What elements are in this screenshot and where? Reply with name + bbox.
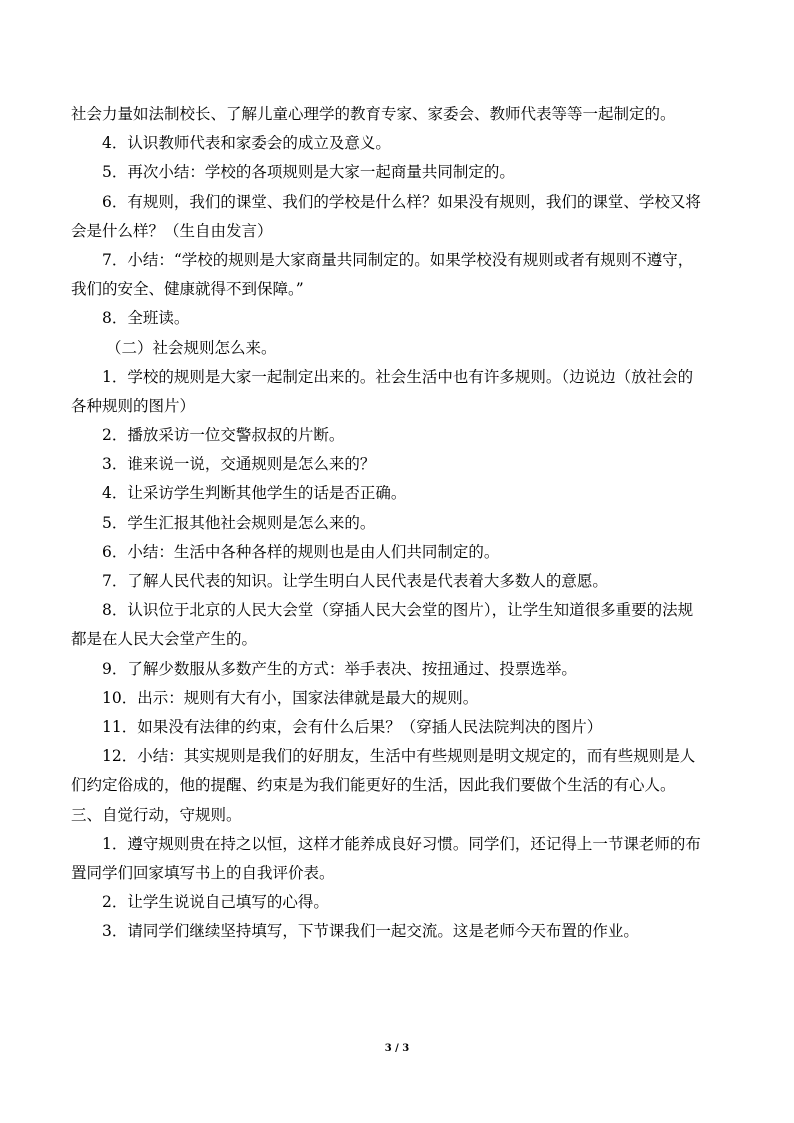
text-line: 2．播放采访一位交警叔叔的片断。: [102, 426, 345, 445]
text-line: 7．了解人民代表的知识。让学生明白人民代表是代表着大多数人的意愿。: [102, 572, 608, 590]
text-line: 3．请同学们继续坚持填写，下节课我们一起交流。这是老师今天布置的作业。: [102, 922, 639, 941]
document-body: [71, 100, 721, 946]
text-line: 4．认识教师代表和家委会的成立及意义。: [102, 134, 391, 153]
text-line: 6．小结：生活中各种各样的规则也是由人们共同制定的。: [102, 542, 500, 561]
text-line: 1．遵守规则贵在持之以恒，这样才能养成良好习惯。同学们，还记得上一节课老师的布: [102, 834, 701, 853]
text-line: 5．再次小结：学校的各项规则是大家一起商量共同制定的。: [102, 163, 515, 182]
section-heading: 三、自觉行动，守规则。: [71, 805, 242, 824]
text-line: 5．学生汇报其他社会规则是怎么来的。: [102, 513, 376, 532]
text-line: 2．让学生说说自己填写的心得。: [102, 893, 329, 912]
text-line: 置同学们回家填写书上的自我评价表。: [71, 863, 335, 882]
text-line: 1．学校的规则是大家一起制定出来的。社会生活中也有许多规则。（边说边（放社会的: [102, 367, 694, 386]
page-number: 3 / 3: [384, 1043, 410, 1054]
text-line: 11．如果没有法律的约束，会有什么后果？（穿插人民法院判决的图片）: [102, 717, 603, 736]
text-line: 我们的安全、健康就得不到保障。”: [71, 280, 304, 299]
text-line: 会是什么样？（生自由发言）: [71, 221, 273, 240]
text-line: 7．小结：“学校的规则是大家商量共同制定的。如果学校没有规则或者有规则不遵守，: [102, 250, 694, 269]
text-line: 9．了解少数服从多数产生的方式：举手表决、按扭通过、投票选举。: [102, 659, 577, 678]
text-line: 3．谁来说一说，交通规则是怎么来的？: [102, 455, 376, 474]
text-line: 12．小结：其实规则是我们的好朋友，生活中有些规则是明文规定的，而有些规则是人: [102, 747, 696, 766]
text-line: 8．全班读。: [102, 309, 190, 328]
text-line: 4．让采访学生判断其他学生的话是否正确。: [102, 484, 407, 503]
text-line: 各种规则的图片）: [71, 396, 196, 415]
text-line: 6．有规则，我们的课堂、我们的学校是什么样？如果没有规则，我们的课堂、学校又将: [102, 192, 701, 211]
text-line: 都是在人民大会堂产生的。: [71, 630, 258, 649]
text-line: 们约定俗成的，他的提醒、约束是为我们能更好的生活，因此我们要做个生活的有心人。: [71, 776, 676, 795]
text-line: 社会力量如法制校长、了解儿童心理学的教育专家、家委会、教师代表等等一起制定的。: [71, 105, 676, 123]
text-line: 8．认识位于北京的人民大会堂（穿插人民大会堂的图片），让学生知道很多重要的法规: [102, 601, 694, 620]
text-line: 10．出示：规则有大有小，国家法律就是最大的规则。: [102, 688, 479, 707]
section-heading: （二）社会规则怎么来。: [106, 338, 277, 357]
